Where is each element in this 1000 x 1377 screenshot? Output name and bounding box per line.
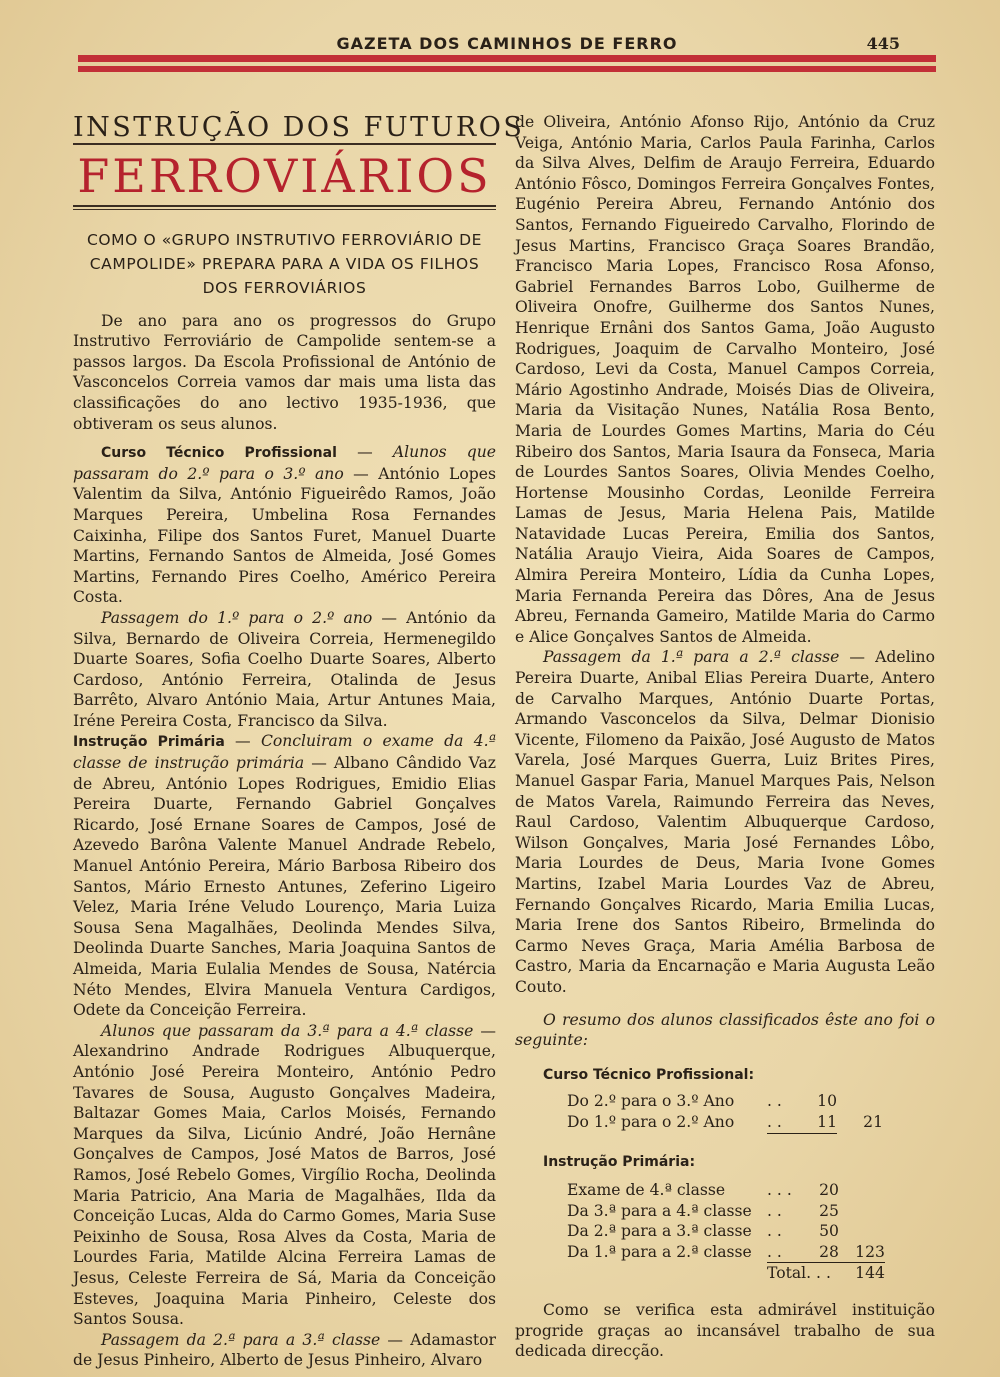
article-title-line2: FERROVIÁRIOS: [77, 148, 492, 203]
summary-row-label: Da 2.ª para a 3.ª classe: [567, 1222, 752, 1241]
student-list: — Alexandrino Andrade Rodrigues Albuquerque, António José Pereira Monteiro, António Pedro Tavares de Sousa, Augusto Gonçalves Madeira, Baltazar Gomes Maia, Carlos Moisés, Fernando Marques da Silva, Licúnio André, João Hernâne Gonçalves de Campos, José Matos de Barros, José Ramos, José Rebelo Gomes, Virgílio Rocha, Deolinda Maria Patricio, Ana Maria de Magalhães, Ilda da Conceição Lucas, Alda do Carmo Gomes, Maria Suse Peixinho de Sousa, Rosa Alves da Costa, Maria de Lourdes Faria, Matilde Alcina Ferreira Lamas de Jesus, Celeste Ferreira de Sá, Maria da Conceição Esteves, Joaquina Maria Pinheiro, Celeste dos Santos Sousa.: [73, 1021, 496, 1329]
page-header: [78, 32, 936, 54]
summary-row-dots: . . .: [767, 1181, 792, 1200]
section-heading: Curso Técnico Profissional: [101, 445, 337, 462]
summary-row-total: [837, 1091, 883, 1112]
summary-row-label: Da 3.ª para a 4.ª classe: [567, 1201, 752, 1220]
summary-row-number: 25: [819, 1201, 839, 1220]
section-heading: Instrução Primária: [73, 734, 225, 751]
right-column: [515, 112, 935, 1362]
journal-title: GAZETA DOS CAMINHOS DE FERRO: [336, 34, 678, 53]
dash: —: [224, 732, 261, 751]
summary-row-dots: . .: [767, 1112, 782, 1131]
summary-primaria-table: [567, 1180, 885, 1284]
summary-tecnico-table: [567, 1091, 883, 1133]
section-primaria-exame: [73, 731, 496, 1020]
summary-row-dots: . .: [767, 1201, 782, 1220]
summary-primaria-heading: Instrução Primária:: [543, 1153, 696, 1170]
summary-row-total: [839, 1201, 885, 1222]
page-number: 445: [866, 34, 900, 53]
summary-row-dots: . .: [767, 1242, 782, 1261]
summary-row-total: [839, 1180, 885, 1201]
closing-paragraph: Como se verifica esta admirável instituição progride graças ao incansável trabalho de sua dedicada direcção.: [515, 1301, 935, 1361]
summary-row-total: [839, 1221, 885, 1242]
summary-intro: O resumo dos alunos classificados êste ano foi o seguinte:: [515, 1010, 935, 1050]
summary-row-label: Exame de 4.ª classe: [567, 1181, 726, 1200]
section-subheading: Passagem da 2.ª para a 3.ª classe: [101, 1330, 381, 1349]
section-primaria-2-3: [73, 1330, 496, 1371]
intro-paragraph: De ano para ano os progressos do Grupo Instrutivo Ferroviário de Campolide sentem-se a passos largos. Da Escola Profissional de António de Vasconcelos Correia vamos dar mais uma lista das classificações do ano lectivo 1935-1936, que obtiveram os seus alunos.: [73, 311, 496, 433]
section-primaria-1-2: [515, 647, 935, 997]
summary-row-dots: . .: [767, 1092, 782, 1111]
summary-row-value: [767, 1221, 839, 1242]
summary-total-spacer: [567, 1263, 767, 1284]
summary-row: [567, 1091, 883, 1112]
summary-row-value: [767, 1112, 837, 1133]
summary-row-value: [767, 1180, 839, 1201]
summary-total-value: 144: [839, 1263, 885, 1284]
summary-row-number: 10: [817, 1092, 837, 1111]
summary-row-value: [767, 1242, 839, 1263]
summary-row: [567, 1242, 885, 1263]
summary-row-number: 50: [819, 1222, 839, 1241]
summary-row-number: 11: [817, 1112, 837, 1131]
section-tecnico-2-3: [73, 442, 496, 608]
summary-row: [567, 1180, 885, 1201]
summary-total-row: [567, 1263, 885, 1284]
summary-tecnico-heading: Curso Técnico Profissional:: [543, 1066, 755, 1083]
summary-row-total: 123: [855, 1242, 885, 1261]
section-subheading: Passagem da 1.ª para a 2.ª classe: [543, 648, 840, 667]
student-list: — Adamastor de Jesus Pinheiro, Alberto de Jesus Pinheiro, Alvaro: [73, 1330, 496, 1370]
section-primaria-3-4: [73, 1021, 496, 1330]
summary-total-label: Total. . .: [767, 1263, 839, 1284]
summary-row-number: 28: [819, 1242, 839, 1261]
summary-row-number: 20: [819, 1181, 839, 1200]
summary-row-dots: . .: [767, 1222, 782, 1241]
left-column: [73, 112, 525, 1371]
header-rule-top: [78, 55, 936, 62]
summary-row: [567, 1112, 883, 1133]
section-subheading: Concluiram o exame da 4.ª classe de instrução primária: [73, 732, 496, 773]
article-title-line1: INSTRUÇÃO DOS FUTUROS: [73, 112, 525, 143]
header-rule-bottom: [78, 66, 936, 72]
summary-row-label: Do 2.º para o 3.º Ano: [567, 1092, 735, 1111]
section-tecnico-1-2: [73, 608, 496, 732]
section-subheading: Alunos que passaram da 3.ª para a 4.ª classe: [101, 1021, 474, 1040]
summary-row: [567, 1221, 885, 1242]
student-list: — António da Silva, Bernardo de Oliveira Correia, Hermenegildo Duarte Soares, Sofia Coelho Duarte Soares, Alberto Cardoso, António Ferreira, Otalinda de Jesus Barrêto, Alvaro António Maia, Artur Antunes Maia, Iréne Pereira Costa, Francisco da Silva.: [73, 608, 496, 730]
section-primaria-2-3-continued: de Oliveira, António Afonso Rijo, António da Cruz Veiga, António Maria, Carlos Paula Farinha, Carlos da Silva Alves, Delfim de Araujo Ferreira, Eduardo António Fôsco, Domingos Ferreira Gonçalves Fontes, Eugénio Pereira Abreu, Fernando António dos Santos, Fernando Figueiredo Carvalho, Florindo de Jesus Martins, Francisco Graça Soares Brandão, Francisco Maria Lopes, Francisco Rosa Afonso, Gabriel Fernandes Barros Lobo, Guilherme de Oliveira Onofre, Guilherme dos Santos Nunes, Henrique Ernâni dos Santos Gama, João Augusto Rodrigues, Joaquim de Carvalho Monteiro, José Cardoso, Levi da Costa, Manuel Campos Correia, Mário Agostinho Andrade, Moisés Dias de Oliveira, Maria da Visitação Nunes, Natália Rosa Bento, Maria de Lourdes Gomes Martins, Maria do Céu Ribeiro dos Santos, Maria Isaura da Fonseca, Maria de Lourdes Santos Soares, Olivia Mendes Coelho, Hortense Mousinho Cordas, Leonilde Ferreira Lamas de Jesus, Maria Helena Pais, Matilde Natavidade Lucas Pereira, Emilia dos Santos, Natália Araujo Vieira, Aida Soares de Campos, Almira Pereira Monteiro, Lídia da Cunha Lopes, Maria Fernanda Pereira das Dôres, Ana de Jesus Abreu, Fernanda Gameiro, Matilde Maria do Carmo e Alice Gonçalves Santos de Almeida.: [515, 113, 935, 646]
summary-row-label: Da 1.ª para a 2.ª classe: [567, 1243, 752, 1262]
student-list: — António Lopes Valentim da Silva, António Figueirêdo Ramos, João Marques Pereira, Umbelina Rosa Fernandes Caixinha, Filipe dos Santos Furet, Manuel Duarte Martins, Fernando Santos de Almeida, José Gomes Martins, Fernando Pires Coelho, Américo Pereira Costa.: [73, 464, 496, 607]
student-list: — Albano Cândido Vaz de Abreu, António Lopes Rodrigues, Emidio Elias Pereira Duarte, Fernando Gabriel Gonçalves Ricardo, José Ernane Soares de Campos, José de Azevedo Barôna Valente Manuel Andrade Rebelo, Manuel António Pereira, Mário Barbosa Ribeiro dos Santos, Mário Ernesto Antunes, Zeferino Ligeiro Velez, Maria Iréne Veludo Lourenço, Maria Luiza Sousa Sena Magalhães, Deolinda Mendes Silva, Deolinda Duarte Sanches, Maria Joaquina Santos de Almeida, Maria Eulalia Mendes de Sousa, Natércia Néto Mendes, Elvira Manuela Ventura Cardigos, Odete da Conceição Ferreira.: [73, 754, 496, 1020]
title-rule-lower-thin: [73, 209, 496, 210]
summary-row-value: [767, 1201, 839, 1222]
summary-row-value: [767, 1091, 837, 1112]
section-subheading: Passagem do 1.º para o 2.º ano: [101, 608, 373, 627]
summary-row-total: 21: [863, 1113, 883, 1132]
summary-row-label: Do 1.º para o 2.º Ano: [567, 1113, 735, 1132]
dash: —: [336, 443, 393, 462]
title-rule-lower: [73, 205, 496, 207]
summary-row: [567, 1201, 885, 1222]
student-list: — Adelino Pereira Duarte, Anibal Elias Pereira Duarte, Antero de Carvalho Marques, António Duarte Portas, Armando Vasconcelos da Silva, Delmar Dionisio Vicente, Filomeno da Paixão, José Augusto de Matos Varela, José Marques Guerra, Luiz Brites Pires, Manuel Gaspar Faria, Manuel Marques Pais, Nelson de Matos Varela, Raimundo Ferreira das Neves, Raul Cardoso, Valentim Albuquerque Cardoso, Wilson Gonçalves, Maria José Fernandes Lôbo, Maria Lourdes de Deus, Maria Ivone Gomes Martins, Izabel Maria Lourdes Vaz de Abreu, Fernando Gonçalves Ricardo, Maria Emilia Lucas, Maria Irene dos Santos Ribeiro, Brmelinda do Carmo Neves Graça, Maria Amélia Barbosa de Castro, Maria da Encarnação e Maria Augusta Leão Couto.: [515, 648, 935, 996]
section-subheading: Alunos que passaram do 2.º para o 3.º ano: [73, 443, 497, 483]
article-subtitle: COMO O «GRUPO INSTRUTIVO FERROVIÁRIO DE CAMPOLIDE» PREPARA PARA A VIDA OS FILHOS DOS FERROVIÁRIOS: [86, 230, 483, 297]
